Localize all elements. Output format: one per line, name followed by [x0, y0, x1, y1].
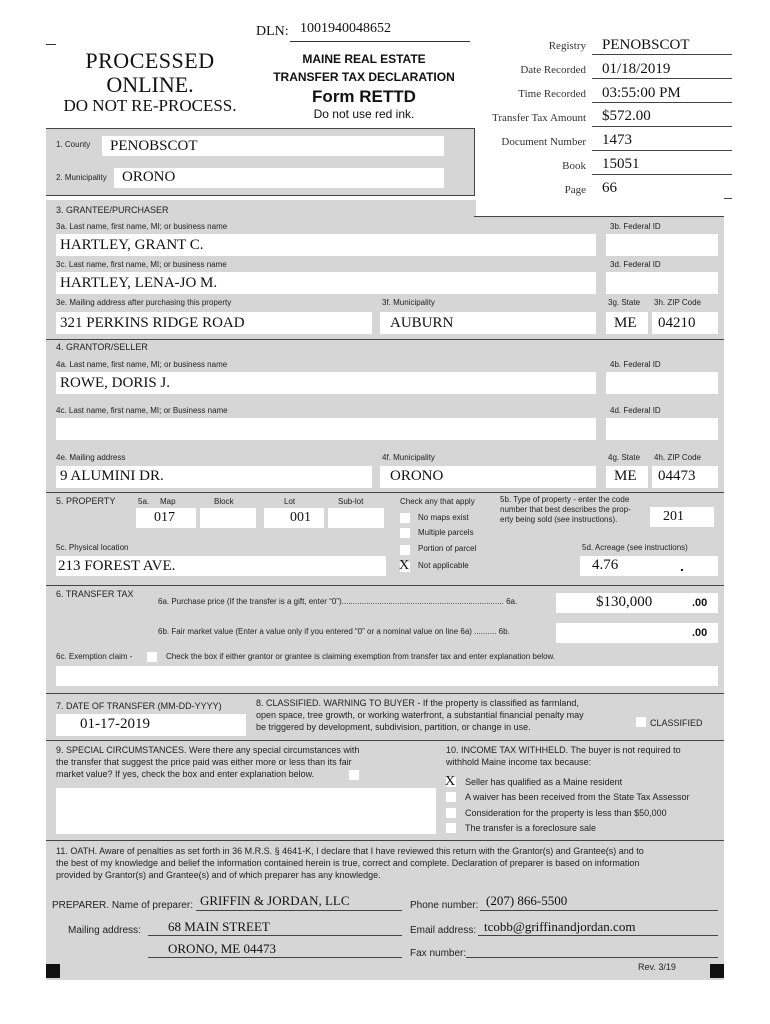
- email-value[interactable]: tcobb@griffinandjordan.com: [484, 919, 636, 934]
- s3c-value: HARTLEY, LENA-JO M.: [60, 275, 218, 291]
- s4b-label: 4b. Federal ID: [610, 360, 661, 369]
- dln-value: 1001940048652: [300, 21, 391, 36]
- preparer-name-value[interactable]: GRIFFIN & JORDAN, LLC: [200, 893, 350, 908]
- s7-date-value: 01-17-2019: [80, 716, 150, 732]
- s5-lot-label: Lot: [284, 497, 296, 506]
- document-number-value: 1473: [602, 132, 632, 148]
- s4d-field[interactable]: [606, 418, 718, 440]
- time-recorded-value: 03:55:00 PM: [602, 85, 681, 101]
- multiple-parcels-label: Multiple parcels: [418, 528, 474, 537]
- consideration-label: Consideration for the property is less than $50,000: [465, 808, 667, 818]
- no-maps-checkbox[interactable]: [400, 513, 410, 523]
- s6b-cents: .00: [692, 627, 708, 639]
- s7-title: 7. DATE OF TRANSFER (MM-DD-YYYY): [56, 701, 222, 711]
- registry-footer-bg: [474, 196, 724, 216]
- s9-line2: the transfer that suggest the price paid was either more or less than its fair: [56, 757, 352, 767]
- s3h-value: 04210: [658, 315, 696, 331]
- s5b-label-3: erty being sold (see instructions).: [500, 515, 618, 524]
- s6a-cents: .00: [692, 597, 708, 609]
- registry-line: [592, 54, 732, 55]
- seller-resident-mark: X: [445, 774, 456, 789]
- mailing-address-line-1: [148, 935, 402, 936]
- dln-underline: [290, 41, 470, 42]
- preparer-name-label: PREPARER. Name of preparer:: [52, 900, 193, 911]
- time-recorded-line: [592, 102, 732, 103]
- s8-line1: 8. CLASSIFIED. WARNING TO BUYER - If the property is classified as farmland,: [256, 698, 579, 708]
- s6a-value: $130,000: [596, 594, 653, 610]
- s5d-label: 5d. Acreage (see instructions): [582, 543, 688, 552]
- s7-divider: [46, 693, 724, 694]
- county-value: PENOBSCOT: [110, 138, 198, 154]
- foreclosure-checkbox[interactable]: [446, 823, 456, 833]
- s5-block-field[interactable]: [200, 508, 256, 528]
- s4c-field[interactable]: [56, 418, 596, 440]
- dln-label: DLN:: [256, 24, 289, 39]
- phone-label: Phone number:: [410, 900, 479, 911]
- s11-divider: [46, 840, 724, 841]
- s5d-value: 4.76: [592, 557, 619, 573]
- s5b-label-1: 5b. Type of property - enter the code: [500, 495, 630, 504]
- classified-label: CLASSIFIED: [650, 718, 703, 728]
- special-circumstances-field[interactable]: [56, 788, 436, 834]
- transfer-tax-amount-label: Transfer Tax Amount: [492, 112, 586, 124]
- time-recorded-label: Time Recorded: [518, 88, 586, 100]
- form-title-1: MAINE REAL ESTATE: [302, 52, 426, 66]
- s10-line2: withhold Maine income tax because:: [446, 757, 592, 767]
- s5-lot-value: 001: [290, 510, 311, 525]
- s5-sublot-field[interactable]: [328, 508, 384, 528]
- page-value: 66: [602, 180, 617, 196]
- municipality-label: 2. Municipality: [56, 173, 107, 182]
- registry-label: Registry: [548, 40, 586, 52]
- s10-line1: 10. INCOME TAX WITHHELD. The buyer is not required to: [446, 745, 681, 755]
- no-maps-label: No maps exist: [418, 513, 469, 522]
- s3g-label: 3g. State: [608, 298, 641, 307]
- s4-title: 4. GRANTOR/SELLER: [56, 342, 148, 352]
- not-applicable-label: Not applicable: [418, 561, 469, 570]
- revision-label: Rev. 3/19: [638, 962, 676, 972]
- special-circumstances-checkbox[interactable]: [349, 770, 359, 780]
- phone-value[interactable]: (207) 866-5500: [486, 893, 568, 908]
- s5-title: 5. PROPERTY: [56, 496, 116, 506]
- stamp-line1: PROCESSED: [85, 48, 215, 73]
- s3a-value: HARTLEY, GRANT C.: [60, 237, 204, 253]
- waiver-checkbox[interactable]: [446, 792, 456, 802]
- book-line: [592, 174, 732, 175]
- s4b-field[interactable]: [606, 372, 718, 394]
- consideration-checkbox[interactable]: [446, 808, 456, 818]
- s4h-value: 04473: [658, 468, 696, 484]
- s5-map-value: 017: [154, 510, 175, 525]
- s11-line3: provided by Grantor(s) and Grantee(s) and of which preparer has any knowledge.: [56, 870, 381, 880]
- s5-map-label: Map: [160, 497, 176, 506]
- phone-line: [480, 910, 718, 911]
- transfer-tax-amount-value: $572.00: [602, 108, 651, 124]
- s4d-label: 4d. Federal ID: [610, 406, 661, 415]
- fax-line[interactable]: [466, 957, 718, 958]
- s5c-value: 213 FOREST AVE.: [58, 558, 176, 574]
- email-line: [478, 935, 718, 936]
- transfer-tax-line: [592, 126, 732, 127]
- s5-divider: [46, 492, 724, 493]
- foreclosure-label: The transfer is a foreclosure sale: [465, 823, 597, 833]
- s4e-label: 4e. Mailing address: [56, 453, 126, 462]
- s3-title: 3. GRANTEE/PURCHASER: [56, 205, 169, 215]
- preparer-name-line: [196, 910, 402, 911]
- seller-resident-label: Seller has qualified as a Maine resident: [465, 777, 623, 787]
- s5d-decimal: .: [680, 558, 684, 574]
- form-number: Form RETTD: [312, 87, 416, 106]
- stamp-corner: [46, 44, 56, 45]
- s3d-field[interactable]: [606, 272, 718, 294]
- s4a-label: 4a. Last name, first name, MI; or business name: [56, 360, 228, 369]
- mailing-address-line-2: [148, 957, 402, 958]
- s6-divider: [46, 585, 724, 586]
- s3h-label: 3h. ZIP Code: [654, 298, 701, 307]
- s3e-value: 321 PERKINS RIDGE ROAD: [60, 315, 245, 331]
- document-number-line: [592, 150, 732, 151]
- book-value: 15051: [602, 156, 640, 172]
- date-recorded-label: Date Recorded: [520, 64, 586, 76]
- stamp-line3: DO NOT RE-PROCESS.: [63, 96, 237, 115]
- s3a-label: 3a. Last name, first name, MI; or business name: [56, 222, 228, 231]
- registry-footer-line: [474, 216, 724, 217]
- s4e-value: 9 ALUMINI DR.: [60, 468, 164, 484]
- s5-block-label: Block: [214, 497, 234, 506]
- s9-line3: market value? If yes, check the box and enter explanation below.: [56, 769, 315, 779]
- stamp-line2: ONLINE.: [106, 72, 194, 97]
- s4g-label: 4g. State: [608, 453, 641, 462]
- s6-title: 6. TRANSFER TAX: [56, 589, 134, 599]
- mailing-address-2[interactable]: ORONO, ME 04473: [168, 941, 276, 956]
- municipality-value: ORONO: [122, 169, 176, 185]
- county-label: 1. County: [56, 140, 91, 149]
- s6b-label: 6b. Fair market value (Enter a value only if you entered “0” or a nominal value on line 6a) .......... 6b.: [158, 627, 510, 636]
- s5-check-label: Check any that apply: [400, 497, 475, 506]
- s5b-label-2: number that best describes the prop-: [500, 505, 631, 514]
- s5b-value: 201: [663, 509, 684, 524]
- s4-divider: [46, 339, 724, 340]
- document-number-label: Document Number: [501, 136, 586, 148]
- s9-divider: [46, 740, 724, 741]
- s4g-value: ME: [614, 468, 637, 484]
- waiver-label: A waiver has been received from the State Tax Assessor: [465, 792, 690, 802]
- mailing-address-1[interactable]: 68 MAIN STREET: [168, 919, 270, 934]
- s3c-label: 3c. Last name, first name, MI; or business name: [56, 260, 227, 269]
- not-applicable-mark: X: [399, 558, 410, 573]
- exemption-explanation-field[interactable]: [56, 666, 718, 686]
- classified-checkbox[interactable]: [636, 717, 646, 727]
- mailing-address-label: Mailing address:: [68, 925, 141, 936]
- s6c-text: Check the box if either grantor or grantee is claiming exemption from transfer tax and enter explanation below.: [166, 652, 556, 661]
- s4f-label: 4f. Municipality: [382, 453, 435, 462]
- s9-line1: 9. SPECIAL CIRCUMSTANCES. Were there any special circumstances with: [56, 745, 360, 755]
- exemption-checkbox[interactable]: [147, 652, 157, 662]
- s4a-value: ROWE, DORIS J.: [60, 375, 171, 391]
- portion-parcel-checkbox[interactable]: [400, 545, 410, 555]
- s11-line2: the best of my knowledge and belief the information contained herein is true, correct and complete. Declaration of preparer is based on information: [56, 858, 640, 868]
- s5c-label: 5c. Physical location: [56, 543, 129, 552]
- date-recorded-value: 01/18/2019: [602, 61, 671, 77]
- email-label: Email address:: [410, 925, 477, 936]
- s3e-label: 3e. Mailing address after purchasing this property: [56, 298, 232, 307]
- s6c-label: 6c. Exemption claim -: [56, 652, 133, 661]
- s3f-value: AUBURN: [390, 315, 454, 331]
- s4c-label: 4c. Last name, first name, MI; or Business name: [56, 406, 228, 415]
- registration-mark-left: [46, 964, 60, 978]
- book-label: Book: [562, 160, 586, 172]
- portion-parcel-label: Portion of parcel: [418, 544, 477, 553]
- s5a-label: 5a.: [138, 497, 150, 506]
- fax-label: Fax number:: [410, 948, 467, 959]
- s3g-value: ME: [614, 315, 637, 331]
- s5-sublot-label: Sub-lot: [338, 497, 364, 506]
- s3b-label: 3b. Federal ID: [610, 222, 661, 231]
- s8-line2: open space, tree growth, or working waterfront, a substantial financial penalty may: [256, 710, 584, 720]
- date-recorded-line: [592, 78, 732, 79]
- s6a-label: 6a. Purchase price (If the transfer is a gift, enter “0”)......................................................................... 6a.: [158, 597, 518, 606]
- registration-mark-right: [710, 964, 724, 978]
- form-title-2: TRANSFER TAX DECLARATION: [273, 70, 455, 84]
- form-note: Do not use red ink.: [313, 107, 415, 121]
- s11-line1: 11. OATH. Aware of penalties as set forth in 36 M.R.S. § 4641-K, I declare that I have reviewed this return with the Grantor(s) and Grantee(s) and to: [56, 846, 644, 856]
- s3b-field[interactable]: [606, 234, 718, 256]
- s8-line3: be triggered by development, subdivision, partition, or change in use.: [256, 722, 531, 732]
- s4h-label: 4h. ZIP Code: [654, 453, 701, 462]
- page-label: Page: [564, 184, 586, 196]
- registry-value: PENOBSCOT: [602, 37, 690, 53]
- s3f-label: 3f. Municipality: [382, 298, 435, 307]
- multiple-parcels-checkbox[interactable]: [400, 528, 410, 538]
- s4f-value: ORONO: [390, 468, 444, 484]
- s3d-label: 3d. Federal ID: [610, 260, 661, 269]
